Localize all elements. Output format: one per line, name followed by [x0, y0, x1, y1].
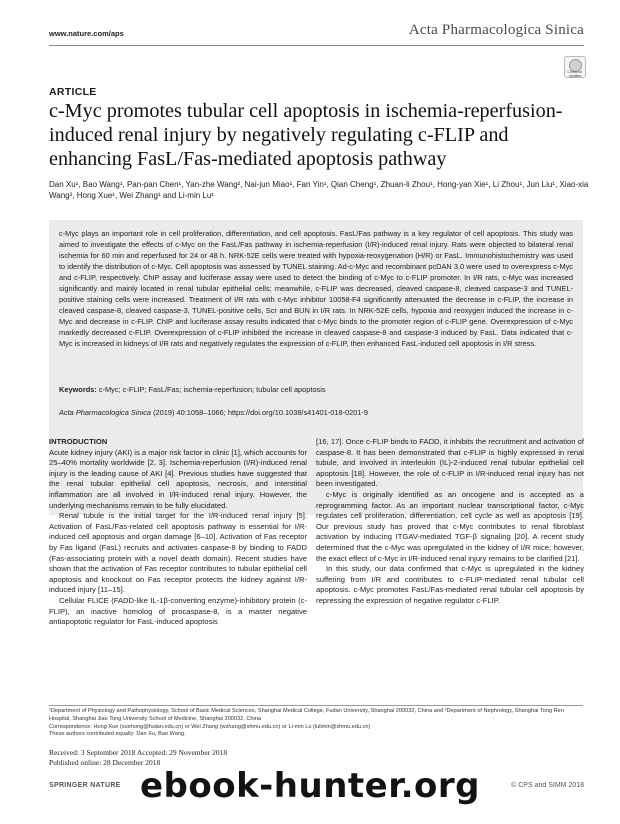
- paragraph: Cellular FLICE (FADD-like IL-1β-converting enzyme)-inhibitory protein (c-FLIP), an inactive homolog of procaspase-8, is a master negative antiapoptotic regulator for FasL-induced apoptosis: [49, 595, 307, 627]
- affiliations: ¹Department of Physiology and Pathophysiology, School of Basic Medical Sciences, Shanghai Medical College, Fudan University, Shanghai 200032, China and ²Department of Nephrology, Shanghai Tong Ren Hospital, Shanghai Jiao Tong University School of Medicine, Shanghai 200032, China: [49, 708, 564, 722]
- keywords: [59, 385, 573, 394]
- section-heading-introduction: INTRODUCTION: [49, 437, 108, 446]
- keywords-list: c-Myc; c-FLIP; FasL/Fas; ischemia-reperfusion; tubular cell apoptosis: [98, 385, 326, 394]
- footnotes: [49, 708, 583, 739]
- published-online: Published online: 28 December 2018: [49, 757, 161, 767]
- right-column: [316, 437, 584, 607]
- left-column: [49, 437, 307, 628]
- paragraph: Renal tubule is the initial target for the I/R-induced renal injury [5]. Activation of FasL/Fas-related cell apoptosis pathway is essential for I/R-induced cell apoptosis and organ damage [6–10]. Activation of Fas receptor by Fas ligand (FasL) recruits and activates caspase-8 by binding to FADD (Fas-associating protein with a novel death domain). Recent studies have shown that the activation of Fas receptor contributes to tubular epithelial cell apoptosis and knockout on Fas receptor protects the kidney against I/R-induced injury [11–15].: [49, 511, 307, 595]
- publisher-logo: SPRINGER NATURE: [49, 782, 121, 789]
- journal-url[interactable]: www.nature.com/aps: [49, 29, 124, 38]
- copyright: © CPS and SIMM 2018: [511, 782, 584, 789]
- abstract-text: c-Myc plays an important role in cell proliferation, differentiation, and cell apoptosis. FasL/Fas pathway is a key regulator of cell apoptosis. This study was aimed to investigate the effects of c-Myc on the FasL/Fas pathway in ischemia-reperfusion (I/R)-induced renal injury. Rats were objected to bilateral renal ischemia for 60 min and reperfused for 24 or 48 h. NRK-52E cells were treated with hypoxia-reoxygenation (H/R) or FasL. Immunohistochemistry was used to identify the distribution of c-Myc. Cell apoptosis was assessed by TUNEL staining. Ad-c-Myc and recombinant pcDAN 3.0 were used to overexpress c-Myc and c-FLIP, respectively. ChIP assay and luciferase assay were used to detect the binding of c-Myc to c-FLIP promoter. In I/R rats, c-Myc was increased significantly and mainly located in renal tubular epithelial cells; meanwhile, c-FLIP was decreased, cleaved caspase-8, cleaved caspase-3 and TUNEL-positive staining cells were increased. Treatment of I/R rats with c-Myc inhibitor 10058-F4 significantly attenuated the decrease in c-FLIP, the increase in cleaved caspase-8, cleaved caspase-3, TUNEL-positive cells, Scr and BUN in I/R rats. In NRK-52E cells, hypoxia and reoxygen induced the increase in c-Myc and decrease in c-FLIP. ChIP and luciferase assay results indicated that c-Myc binds to the promoter region of c-FLIP gene. Overexpression of c-Myc markedly decreased c-FLIP. Overexpression of c-FLIP inhibited the increase in cleaved caspase-8 and caspase-3 induced by FasL. Data indicated that c-Myc is increased in kidneys of I/R rats and negatively regulates the expression of c-FLIP, then enhanced FasL-induced cell apoptosis in I/R stress.: [59, 229, 573, 348]
- citation-details: (2019) 40:1058–1066; https://doi.org/10.1038/s41401-018-0201-9: [153, 408, 368, 417]
- footnote-divider: [49, 705, 583, 706]
- keywords-label: Keywords:: [59, 385, 97, 394]
- citation-journal: Acta Pharmacologica Sinica: [59, 408, 152, 417]
- article-title: c-Myc promotes tubular cell apoptosis in ischemia-reperfusion-induced renal injury by negatively regulating c-FLIP and enhancing FasL/Fas-mediated apoptosis pathway: [49, 100, 563, 170]
- journal-name: Acta Pharmacologica Sinica: [408, 22, 584, 38]
- citation: [59, 408, 573, 417]
- paragraph: In this study, our data confirmed that c-Myc is upregulated in the kidney suffering from I/R and contributes to c-FLIP-mediated renal tubular cell apoptosis. c-Myc promotes FasL/Fas-mediated renal tubular cell apoptosis by repressing the expression of negative regulator c-FLIP.: [316, 564, 584, 605]
- paragraph: [16, 17]. Once c-FLIP binds to FADD, it inhibits the recruitment and activation of caspase-8. It has been demonstrated that c-FLIP is highly expressed in renal tubule, and involved in interleukin (IL)-2-induced renal tubular epithelial cell apoptosis [18]. However, the role of c-FLIP in I/R-induced renal injury has not been investigated.: [316, 437, 584, 489]
- watermark: ebook-hunter.org: [139, 766, 481, 806]
- article-type: ARTICLE: [49, 86, 97, 98]
- publication-dates: [49, 748, 349, 767]
- received-accepted: Received: 3 September 2018 Accepted: 29 November 2018: [49, 748, 228, 757]
- crossmark-label: Check for updates: [567, 70, 583, 78]
- header-divider: [49, 45, 584, 46]
- paragraph: Acute kidney injury (AKI) is a major risk factor in clinic [1], which accounts for 25–40% mortality worldwide [2, 3]. Ischemia-reperfusion (I/R)-induced renal injury is the leading cause of AKI [4]. Previous studies have suggested that the renal tubular epithelial cell apoptosis, necrosis, and interstitial inflammation are all involved in I/R-induced renal injury. However, the underlying mechanisms remain to be fully elucidated.: [49, 447, 307, 510]
- correspondence: Correspondence: Hong Xue (xuehong@fudan.edu.cn) or Wei Zhang (wzhang@shmu.edu.cn) or Li-min Lu (lulimin@shmu.edu.cn): [49, 723, 371, 730]
- paragraph: c-Myc is originally identified as an oncogene and is accepted as a reprogramming factor. As an important nuclear transcriptional factor, c-Myc regulates cell proliferation, differentiation, cell cycle as well as apoptosis [19]. Our previous study has proved that c-Myc contributes to renal fibroblast activation by inducing ITGAV-mediated TGF-β signaling [20]. A recent study determined that the c-Myc was upregulated in the kidney of I/R mice; however, the exact effect of c-Myc in I/R-induced renal injury remains to be clarified [21].: [316, 489, 584, 563]
- check-for-updates-badge[interactable]: [564, 56, 586, 78]
- equal-contribution-note: These authors contributed equally: Dan Xu, Bao Wang.: [49, 731, 186, 738]
- author-list: Dan Xu¹, Bao Wang¹, Pan-pan Chen¹, Yan-zhe Wang², Nai-jun Miao¹, Fan Yin¹, Qian Cheng¹, Zhuan-li Zhou¹, Hong-yan Xie¹, Li Zhou¹, Jun Liu¹, Xiao-xia Wang², Hong Xue¹, Wei Zhang¹ and Li-min Lu¹: [49, 180, 589, 201]
